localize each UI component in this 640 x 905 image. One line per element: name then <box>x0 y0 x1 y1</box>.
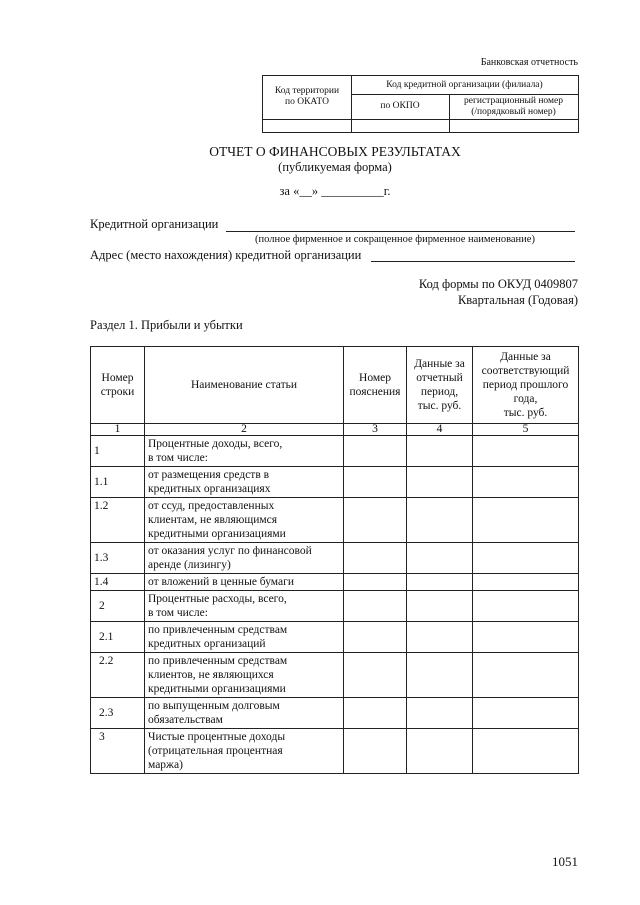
previous-value-cell[interactable] <box>473 574 579 591</box>
okpo-label: по ОКПО <box>380 101 420 111</box>
note-cell[interactable] <box>344 467 407 498</box>
report-subtitle: (публикуемая форма) <box>278 160 392 174</box>
previous-value-cell[interactable] <box>473 467 579 498</box>
table-row <box>91 543 579 574</box>
previous-value-cell[interactable] <box>473 729 579 774</box>
current-value-cell[interactable] <box>407 574 473 591</box>
credit-org-field-line <box>226 231 575 232</box>
table-row <box>91 436 579 467</box>
table-row <box>91 467 579 498</box>
current-value-cell[interactable] <box>407 436 473 467</box>
row-name: от оказания услуг по финансовой аренде (лизингу) <box>145 543 344 574</box>
table-row <box>91 653 579 698</box>
current-value-cell[interactable] <box>407 591 473 622</box>
note-cell[interactable] <box>344 498 407 543</box>
section-title: Раздел 1. Прибыли и убытки <box>90 318 243 332</box>
row-name: по выпущенным долговым обязательствам <box>145 698 344 729</box>
top-label: Банковская отчетность <box>480 57 578 68</box>
current-value-cell[interactable] <box>407 467 473 498</box>
note-cell[interactable] <box>344 698 407 729</box>
table-row <box>91 729 579 774</box>
row-number: 2.3 <box>91 698 145 729</box>
current-value-cell[interactable] <box>407 653 473 698</box>
current-value-cell[interactable] <box>407 622 473 653</box>
row-name: от вложений в ценные бумаги <box>145 574 344 591</box>
note-cell[interactable] <box>344 436 407 467</box>
row-number: 1.4 <box>91 574 145 591</box>
row-name: от размещения средств в кредитных организациях <box>145 467 344 498</box>
current-value-cell[interactable] <box>407 498 473 543</box>
col-number: 2 <box>145 424 344 436</box>
note-cell[interactable] <box>344 591 407 622</box>
row-number: 3 <box>91 729 145 774</box>
row-name: от ссуд, предоставленных клиентам, не являющимся кредитными организациями <box>145 498 344 543</box>
credit-org-hint: (полное фирменное и сокращенное фирменное наименование) <box>255 234 535 245</box>
header-item-name: Наименование статьи <box>145 347 344 424</box>
org-codes-box <box>262 75 579 133</box>
row-number: 2 <box>91 591 145 622</box>
previous-value-cell[interactable] <box>473 698 579 729</box>
note-cell[interactable] <box>344 574 407 591</box>
reg-number-label: регистрационный номер (/порядковый номер) <box>464 96 563 117</box>
current-value-cell[interactable] <box>407 543 473 574</box>
col-number: 1 <box>91 424 145 436</box>
previous-value-cell[interactable] <box>473 436 579 467</box>
note-cell[interactable] <box>344 543 407 574</box>
col-number: 3 <box>344 424 407 436</box>
profit-loss-table <box>90 346 579 774</box>
row-name: Чистые процентные доходы (отрицательная процентная маржа) <box>145 729 344 774</box>
table-row <box>91 622 579 653</box>
row-number: 1.3 <box>91 543 145 574</box>
previous-value-cell[interactable] <box>473 622 579 653</box>
row-name: Процентные расходы, всего, в том числе: <box>145 591 344 622</box>
note-cell[interactable] <box>344 729 407 774</box>
previous-value-cell[interactable] <box>473 653 579 698</box>
row-number: 2.2 <box>91 653 145 698</box>
table-row <box>91 591 579 622</box>
report-title: ОТЧЕТ О ФИНАНСОВЫХ РЕЗУЛЬТАТАХ <box>209 144 461 159</box>
row-number: 1.2 <box>91 498 145 543</box>
previous-value-cell[interactable] <box>473 591 579 622</box>
row-name: Процентные доходы, всего, в том числе: <box>145 436 344 467</box>
table-row <box>91 698 579 729</box>
header-current-period: Данные за отчетный период, тыс. руб. <box>407 347 473 424</box>
row-name: по привлеченным средствам клиентов, не являющихся кредитными организациями <box>145 653 344 698</box>
period-type: Квартальная (Годовая) <box>457 293 578 307</box>
org-code-label: Код кредитной организации (филиала) <box>386 80 543 90</box>
current-value-cell[interactable] <box>407 698 473 729</box>
previous-value-cell[interactable] <box>473 498 579 543</box>
address-field-line <box>371 261 575 262</box>
note-cell[interactable] <box>344 622 407 653</box>
header-row-number: Номер строки <box>91 347 145 424</box>
col-number: 4 <box>407 424 473 436</box>
header-previous-period: Данные за соответствующий период прошлого года, тыс. руб. <box>473 347 579 424</box>
table-row <box>91 574 579 591</box>
note-cell[interactable] <box>344 653 407 698</box>
page-number: 1051 <box>552 854 578 869</box>
credit-org-label: Кредитной организации <box>90 217 219 231</box>
report-date-line: за «__» __________г. <box>279 184 391 198</box>
row-number: 1.1 <box>91 467 145 498</box>
row-number: 1 <box>91 436 145 467</box>
row-name: по привлеченным средствам кредитных организаций <box>145 622 344 653</box>
territory-code-label: Код территории по ОКАТО <box>274 86 340 107</box>
header-note-number: Номер пояснения <box>344 347 407 424</box>
address-label: Адрес (место нахождения) кредитной организации <box>90 248 362 262</box>
current-value-cell[interactable] <box>407 729 473 774</box>
row-number: 2.1 <box>91 622 145 653</box>
col-number: 5 <box>473 424 579 436</box>
form-code: Код формы по ОКУД 0409807 <box>418 277 578 291</box>
table-row <box>91 498 579 543</box>
previous-value-cell[interactable] <box>473 543 579 574</box>
